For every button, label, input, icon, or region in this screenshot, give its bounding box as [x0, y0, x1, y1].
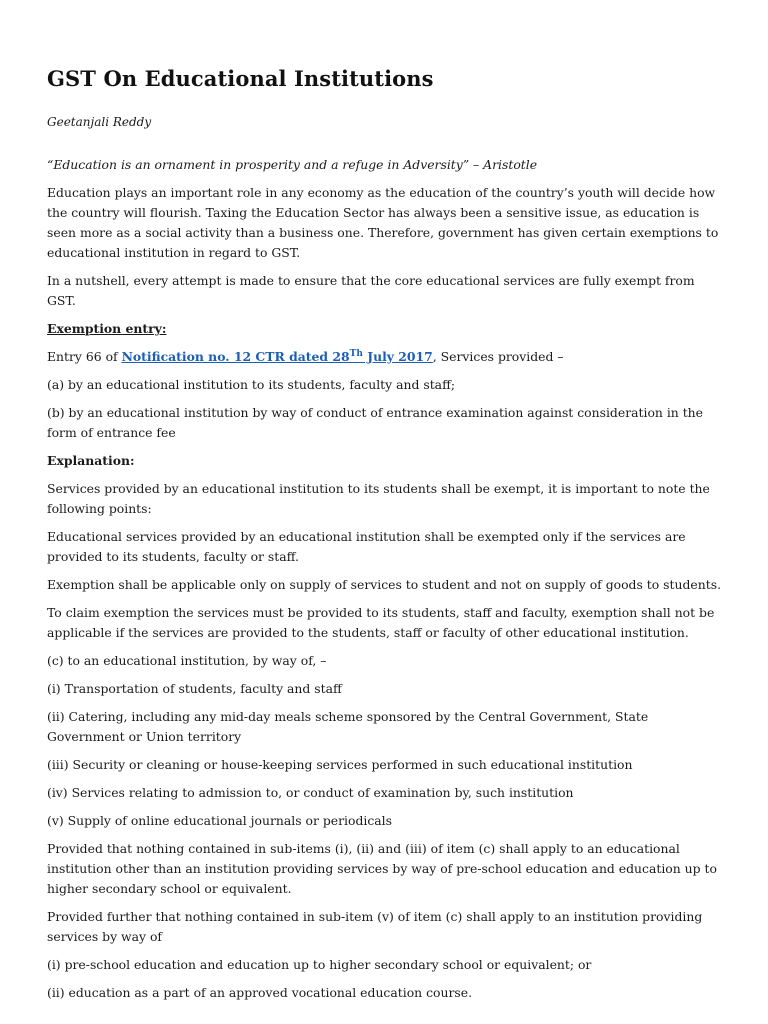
explanation-paragraph: Services provided by an educational institution to its students shall be exempt, it is important to note the following points:: [47, 481, 710, 516]
explanation-heading-wrap: [47, 451, 727, 471]
notification-link-text: Notification no. 12 CTR dated 28: [121, 349, 350, 364]
opening-quote: “Education is an ornament in prosperity and a refuge in Adversity” – Aristotle: [47, 157, 538, 172]
intro-paragraph: In a nutshell, every attempt is made to ensure that the core educational services are fully exempt from GST.: [47, 273, 695, 308]
list-item: (i) Transportation of students, faculty and staff: [47, 681, 342, 696]
entry-suffix: , Services provided –: [432, 349, 564, 364]
explanation-paragraph: Educational services provided by an educational institution shall be exempted only if the services are provided to its students, faculty or staff.: [47, 529, 686, 564]
intro-paragraph: Education plays an important role in any economy as the education of the country’s youth will decide how the country will flourish. Taxing the Education Sector has always been a sensitive issue, as education is seen more as a social activity than a business one. Therefore, government has given certain exemptions to educational institution in regard to GST.: [47, 185, 719, 260]
list-item: (v) Supply of online educational journals or periodicals: [47, 813, 392, 828]
entry-prefix: Entry 66 of: [47, 349, 122, 364]
explanation-paragraph: Exemption shall be applicable only on supply of services to student and not on supply of goods to students.: [47, 577, 722, 592]
notification-link[interactable]: [122, 349, 433, 364]
proviso-paragraph: Provided further that nothing contained in sub-item (v) of item (c) shall apply to an institution providing services by way of: [47, 909, 703, 944]
exemption-heading-wrap: [47, 319, 727, 339]
list-item: (c) to an educational institution, by way of, –: [47, 653, 327, 668]
document-body: [47, 155, 727, 1011]
document-title: GST On Educational Institutions: [47, 66, 434, 91]
list-item: (iii) Security or cleaning or house-keeping services performed in such educational institution: [47, 757, 633, 772]
list-item: (ii) Catering, including any mid-day meals scheme sponsored by the Central Government, State Government or Union territory: [47, 709, 649, 744]
list-item: (b) by an educational institution by way of conduct of entrance examination against consideration in the form of entrance fee: [47, 405, 703, 440]
explanation-paragraph: To claim exemption the services must be provided to its students, staff and faculty, exemption shall not be applicable if the services are provided to the students, staff or faculty of other educational institution.: [47, 605, 715, 640]
list-item: (i) pre-school education and education up to higher secondary school or equivalent; or: [47, 957, 592, 972]
author-name: Geetanjali Reddy: [47, 115, 152, 129]
proviso-paragraph: Provided that nothing contained in sub-items (i), (ii) and (iii) of item (c) shall apply to an educational institution other than an institution providing services by way of pre-school education and education up to higher secondary school or equivalent.: [47, 841, 717, 896]
list-item: (iv) Services relating to admission to, or conduct of examination by, such institution: [47, 785, 574, 800]
list-item: (ii) education as a part of an approved vocational education course.: [47, 985, 473, 1000]
notification-link-tail: July 2017: [362, 349, 433, 364]
exemption-entry: [47, 347, 727, 367]
list-item: (a) by an educational institution to its students, faculty and staff;: [47, 377, 456, 392]
exemption-heading: Exemption entry:: [47, 321, 167, 336]
explanation-heading: Explanation:: [47, 453, 135, 468]
notification-link-sup: Th: [349, 348, 363, 359]
